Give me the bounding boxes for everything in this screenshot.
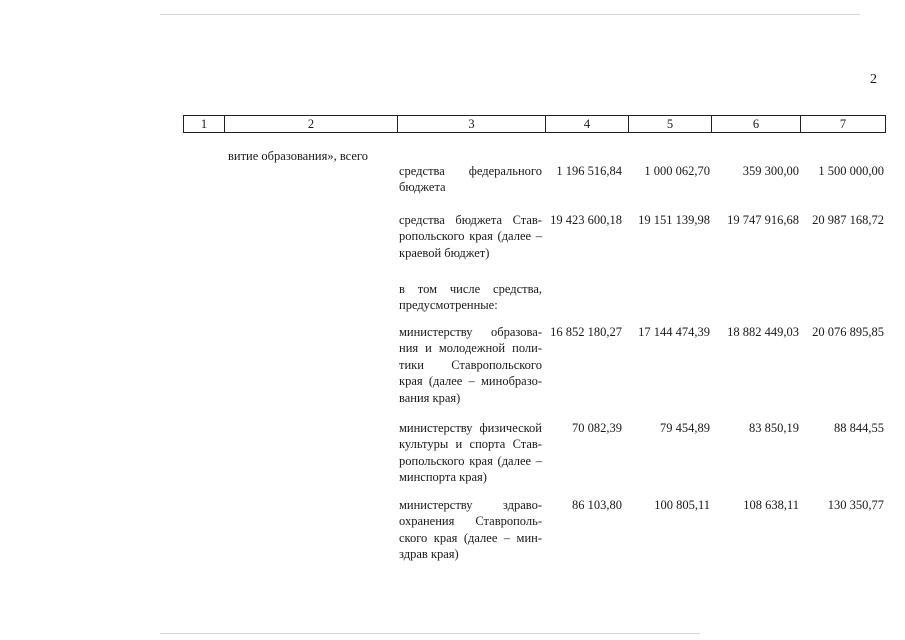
row-value-col6: 19 747 916,68 <box>727 213 799 227</box>
header-col-4: 4 <box>583 117 591 131</box>
row-value-col4: 19 423 600,18 <box>550 213 622 227</box>
header-col-2: 2 <box>307 117 315 131</box>
table-header-row <box>183 115 886 133</box>
row-value-col7: 20 987 168,72 <box>812 213 884 227</box>
header-col-3: 3 <box>468 117 475 131</box>
header-col-6: 6 <box>752 117 760 131</box>
row-value-col4: 16 852 180,27 <box>550 325 622 339</box>
row-value-col6: 108 638,11 <box>743 498 799 512</box>
row-value-col6: 359 300,00 <box>742 164 799 178</box>
row-value-col7: 88 844,55 <box>834 421 884 435</box>
row-label: средства федерального бюджета <box>399 164 542 195</box>
row-value-col5: 100 805,11 <box>654 498 710 512</box>
row-value-col6: 18 882 449,03 <box>727 325 799 339</box>
row-value-col7: 1 500 000,00 <box>818 164 884 178</box>
row-value-col4: 70 082,39 <box>572 421 622 435</box>
row-value-col7: 20 076 895,85 <box>812 325 884 339</box>
program-label: витие образования», всего <box>228 149 368 163</box>
row-value-col4: 86 103,80 <box>572 498 622 512</box>
row-label: министерству физической культуры и спорта Став-ропольского края (далее – минспорта края) <box>399 421 542 485</box>
row-value-col6: 83 850,19 <box>749 421 799 435</box>
header-col-1: 1 <box>200 117 208 131</box>
header-col-7: 7 <box>839 117 847 131</box>
header-col-5: 5 <box>666 117 674 131</box>
row-value-col7: 130 350,77 <box>827 498 884 512</box>
row-label: министерству образова-ния и молодежной поли-тики Ставропольского края (далее – минобразо-вания края) <box>399 325 542 405</box>
scan-artifact-line <box>160 633 700 634</box>
row-value-col5: 79 454,89 <box>660 421 710 435</box>
row-value-col5: 1 000 062,70 <box>644 164 710 178</box>
row-label: министерству здраво-охранения Ставрополь-ского края (далее – мин-здрав края) <box>399 498 542 562</box>
page-number: 2 <box>870 72 877 87</box>
row-value-col4: 1 196 516,84 <box>556 164 622 178</box>
row-value-col5: 19 151 139,98 <box>638 213 710 227</box>
row-label: в том числе средства, предусмотренные: <box>399 282 542 313</box>
row-value-col5: 17 144 474,39 <box>638 325 710 339</box>
row-label: средства бюджета Став-ропольского края (далее – краевой бюджет) <box>399 213 542 260</box>
scan-artifact-line <box>160 14 860 15</box>
